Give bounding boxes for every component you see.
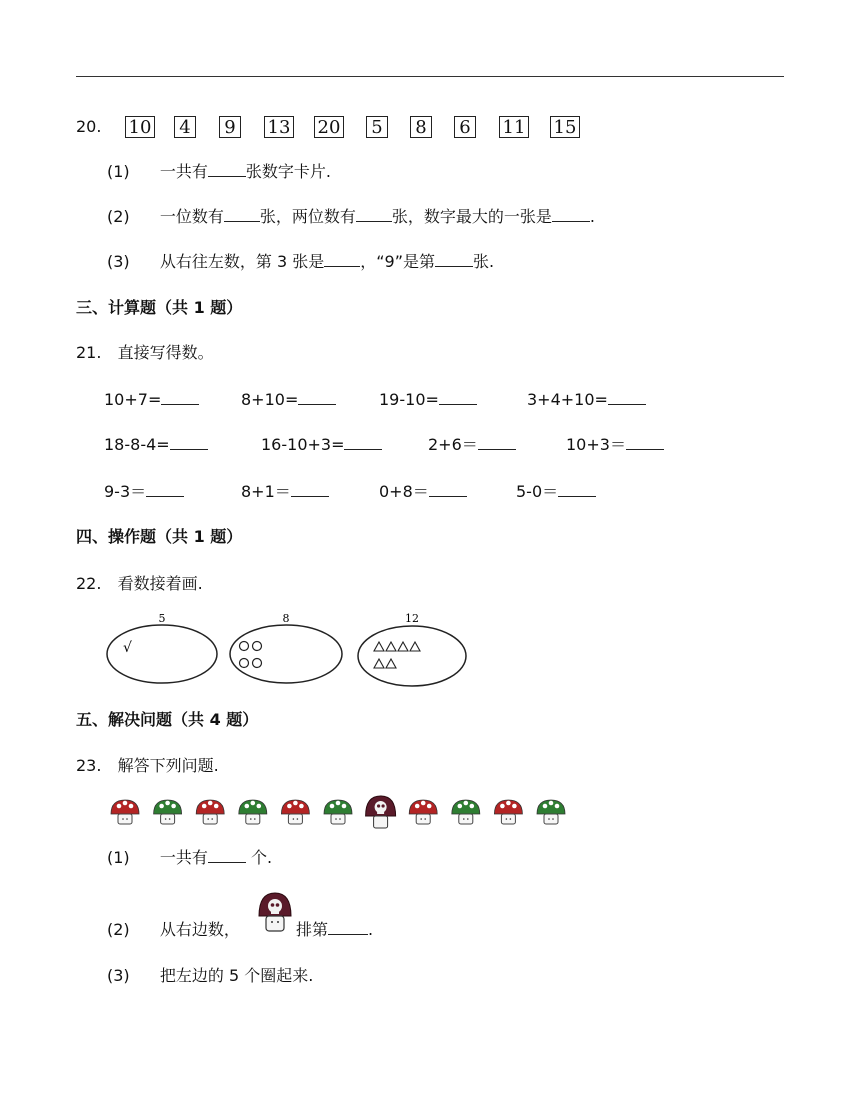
q20-sub2 xyxy=(107,207,595,227)
calc-item xyxy=(261,435,382,455)
q21-number: 21. xyxy=(76,343,102,362)
q23-number: 23. xyxy=(76,756,102,775)
calc-expression: 2+6＝ xyxy=(428,435,478,454)
q23-sub1 xyxy=(107,848,272,868)
circle-mark xyxy=(240,642,249,651)
calc-expression: 10+3＝ xyxy=(566,435,626,454)
oval-count: 12 xyxy=(405,612,419,625)
sub-text: 张，数字最大的一张是 xyxy=(391,207,552,226)
sub-text: 从右边数， xyxy=(159,920,240,939)
q23-heading xyxy=(76,756,219,776)
sub-text: 把左边的 5 个圈起来. xyxy=(159,966,314,985)
q23-sub2 xyxy=(107,920,240,940)
calc-expression: 5-0＝ xyxy=(516,482,559,501)
triangle-mark xyxy=(410,642,420,651)
oval-count: 5 xyxy=(158,612,166,625)
calc-expression: 16-10+3= xyxy=(261,435,345,454)
q20-number: 20. xyxy=(76,117,102,136)
oval-content: √ xyxy=(123,640,132,656)
red-mushroom-icon xyxy=(281,800,309,824)
number-card: 9 xyxy=(219,116,241,138)
sub-label: (3) xyxy=(107,966,130,985)
calc-expression: 8+1＝ xyxy=(241,482,291,501)
number-card: 13 xyxy=(264,116,294,138)
number-card: 11 xyxy=(499,116,529,138)
answer-blank[interactable] xyxy=(558,482,596,497)
triangle-mark xyxy=(398,642,408,651)
answer-blank[interactable] xyxy=(208,162,246,177)
circle-mark xyxy=(253,659,262,668)
calc-item xyxy=(241,390,336,410)
mushroom-row xyxy=(108,794,588,830)
number-card: 5 xyxy=(366,116,388,138)
sub-label: (2) xyxy=(107,920,130,939)
sub-text: 一共有 xyxy=(159,848,208,867)
calc-item xyxy=(428,435,516,455)
calc-expression: 8+10= xyxy=(241,390,299,409)
number-card: 10 xyxy=(125,116,155,138)
section-title: 四、操作题（共 1 题） xyxy=(76,527,243,546)
number-card: 4 xyxy=(174,116,196,138)
triangle-mark xyxy=(386,659,396,668)
number-card: 6 xyxy=(454,116,476,138)
q23-sub2-tail xyxy=(296,920,373,940)
answer-blank[interactable] xyxy=(435,252,473,267)
green-mushroom-icon xyxy=(154,800,182,824)
q22-heading xyxy=(76,574,203,594)
calc-expression: 10+7= xyxy=(104,390,162,409)
calc-item xyxy=(379,390,477,410)
calc-item xyxy=(516,482,596,502)
sub-text: 一共有 xyxy=(159,162,208,181)
answer-blank[interactable] xyxy=(298,390,336,405)
sub-label: (2) xyxy=(107,207,130,226)
q23-text: 解答下列问题. xyxy=(117,756,219,775)
calc-item xyxy=(527,390,646,410)
answer-blank[interactable] xyxy=(224,207,260,222)
circle-mark xyxy=(253,642,262,651)
triangle-mark xyxy=(374,642,384,651)
sub-text: 个. xyxy=(245,848,273,867)
q21-heading xyxy=(76,343,214,363)
number-card: 15 xyxy=(550,116,580,138)
oval[interactable] xyxy=(230,625,342,683)
q22-text: 看数接着画. xyxy=(117,574,203,593)
calc-expression: 0+8＝ xyxy=(379,482,429,501)
answer-blank[interactable] xyxy=(208,848,246,863)
calc-item xyxy=(104,390,199,410)
answer-blank[interactable] xyxy=(161,390,199,405)
calc-item xyxy=(379,482,467,502)
header-rule xyxy=(76,76,784,77)
triangle-mark xyxy=(374,659,384,668)
answer-blank[interactable] xyxy=(344,435,382,450)
sub-text: 从右往左数，第 3 张是 xyxy=(159,252,325,271)
skull-mushroom-icon xyxy=(366,796,396,828)
triangle-mark xyxy=(386,642,396,651)
section-title: 五、解决问题（共 4 题） xyxy=(76,710,259,729)
section-title: 三、计算题（共 1 题） xyxy=(76,298,243,317)
ovals-figure xyxy=(100,608,480,692)
calc-expression: 19-10= xyxy=(379,390,439,409)
answer-blank[interactable] xyxy=(356,207,392,222)
q22-number: 22. xyxy=(76,574,102,593)
sub-text: ，“9”是第 xyxy=(360,252,435,271)
oval-count: 8 xyxy=(282,612,290,625)
answer-blank[interactable] xyxy=(439,390,477,405)
calc-item xyxy=(566,435,664,455)
sub-text: 一位数有 xyxy=(159,207,224,226)
answer-blank[interactable] xyxy=(608,390,646,405)
number-card: 8 xyxy=(410,116,432,138)
sub-text: 张，两位数有 xyxy=(259,207,356,226)
answer-blank[interactable] xyxy=(429,482,467,497)
calc-expression: 3+4+10= xyxy=(527,390,608,409)
answer-blank[interactable] xyxy=(478,435,516,450)
calc-item xyxy=(104,435,208,455)
sub-text: . xyxy=(368,920,374,939)
q20-sub3 xyxy=(107,252,494,272)
calc-item xyxy=(241,482,329,502)
sub-text: . xyxy=(589,207,595,226)
red-mushroom-icon xyxy=(196,800,224,824)
oval[interactable] xyxy=(358,626,466,686)
answer-blank[interactable] xyxy=(146,482,184,497)
number-card: 20 xyxy=(314,116,344,138)
sub-text: 排第 xyxy=(296,920,329,939)
answer-blank[interactable] xyxy=(552,207,590,222)
calc-item xyxy=(104,482,184,502)
sub-label: (1) xyxy=(107,162,130,181)
q23-sub3 xyxy=(107,966,313,986)
red-mushroom-icon xyxy=(494,800,522,824)
sub-text: 张. xyxy=(472,252,495,271)
answer-blank[interactable] xyxy=(170,435,208,450)
answer-blank[interactable] xyxy=(324,252,360,267)
calc-expression: 18-8-4= xyxy=(104,435,170,454)
q20-sub1 xyxy=(107,162,331,182)
circle-mark xyxy=(240,659,249,668)
red-mushroom-icon xyxy=(409,800,437,824)
green-mushroom-icon xyxy=(324,800,352,824)
red-mushroom-icon xyxy=(111,800,139,824)
green-mushroom-icon xyxy=(452,800,480,824)
green-mushroom-icon xyxy=(537,800,565,824)
answer-blank[interactable] xyxy=(626,435,664,450)
answer-blank[interactable] xyxy=(328,920,368,935)
sub-text: 张数字卡片. xyxy=(245,162,331,181)
q21-text: 直接写得数。 xyxy=(117,343,214,362)
skull-mushroom-icon xyxy=(256,890,294,936)
green-mushroom-icon xyxy=(239,800,267,824)
answer-blank[interactable] xyxy=(291,482,329,497)
sub-label: (1) xyxy=(107,848,130,867)
sub-label: (3) xyxy=(107,252,130,271)
calc-expression: 9-3＝ xyxy=(104,482,147,501)
